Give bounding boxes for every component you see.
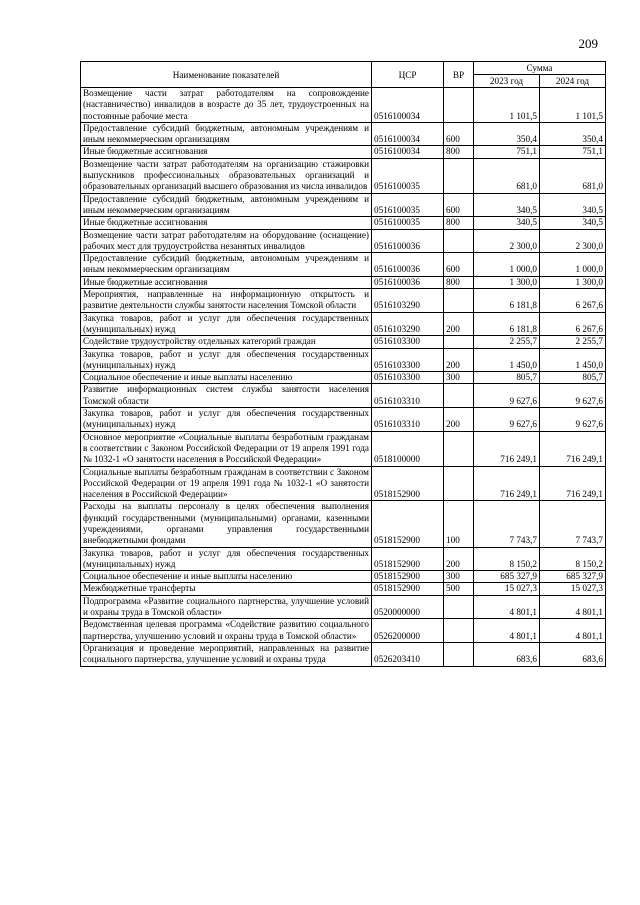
row-name: Возмещение части затрат работодателям на сопровождение (наставничество) инвалидов в возрасте до 35 лет, трудоустроенных на постоянные рабочие места (81, 88, 372, 123)
row-amount-2024: 1 101,5 (540, 88, 606, 123)
table-row (81, 547, 606, 571)
row-amount-2023: 4 801,1 (474, 619, 540, 643)
row-vr-code (444, 289, 474, 313)
row-amount-2023: 4 801,1 (474, 595, 540, 619)
row-name: Ведомственная целевая программа «Содействие развитию социального партнерства, улучшению условий и охраны труда в Томской области» (81, 619, 372, 643)
row-amount-2023: 751,1 (474, 146, 540, 158)
header-sum: Сумма (474, 62, 606, 75)
row-csr-code: 0516100036 (372, 276, 444, 288)
row-amount-2024: 2 255,7 (540, 336, 606, 348)
row-csr-code: 0516100035 (372, 193, 444, 217)
row-csr-code: 0518152900 (372, 466, 444, 501)
table-row (81, 466, 606, 501)
row-csr-code: 0516103310 (372, 408, 444, 432)
row-amount-2024: 716 249,1 (540, 431, 606, 466)
row-name: Содействие трудоустройству отдельных категорий граждан (81, 336, 372, 348)
row-vr-code (444, 88, 474, 123)
row-amount-2024: 15 027,3 (540, 583, 606, 595)
table-row (81, 289, 606, 313)
row-amount-2023: 805,7 (474, 372, 540, 384)
row-name: Иные бюджетные ассигнования (81, 146, 372, 158)
table-row (81, 88, 606, 123)
row-amount-2024: 2 300,0 (540, 229, 606, 253)
row-csr-code: 0516100034 (372, 122, 444, 146)
row-csr-code: 0518152900 (372, 547, 444, 571)
row-amount-2024: 340,5 (540, 217, 606, 229)
row-vr-code: 300 (444, 372, 474, 384)
row-vr-code: 800 (444, 276, 474, 288)
row-vr-code: 600 (444, 122, 474, 146)
row-amount-2023: 9 627,6 (474, 408, 540, 432)
table-row (81, 229, 606, 253)
row-csr-code: 0516103310 (372, 384, 444, 408)
row-vr-code: 200 (444, 408, 474, 432)
row-amount-2023: 716 249,1 (474, 466, 540, 501)
row-amount-2023: 340,5 (474, 217, 540, 229)
row-vr-code (444, 158, 474, 193)
table-row (81, 193, 606, 217)
table-header (81, 62, 606, 88)
table-row (81, 336, 606, 348)
row-name: Расходы на выплаты персоналу в целях обеспечения выполнения функций государственными (муниципальными) органами, казенными учреждениями, органами управления государственными внебюджетными фондами (81, 501, 372, 547)
row-amount-2023: 6 181,8 (474, 312, 540, 336)
row-vr-code: 100 (444, 501, 474, 547)
row-amount-2023: 15 027,3 (474, 583, 540, 595)
row-amount-2023: 716 249,1 (474, 431, 540, 466)
table-row (81, 312, 606, 336)
row-amount-2023: 1 450,0 (474, 348, 540, 372)
row-amount-2024: 805,7 (540, 372, 606, 384)
table-row (81, 372, 606, 384)
table-row (81, 571, 606, 583)
table-row (81, 501, 606, 547)
row-name: Организация и проведение мероприятий, направленных на развитие социального партнерства, улучшение условий и охраны труда (81, 642, 372, 666)
row-name: Закупка товаров, работ и услуг для обеспечения государственных (муниципальных) нужд (81, 408, 372, 432)
row-vr-code: 600 (444, 193, 474, 217)
row-vr-code (444, 431, 474, 466)
row-vr-code (444, 642, 474, 666)
row-csr-code: 0526200000 (372, 619, 444, 643)
row-csr-code: 0516100036 (372, 253, 444, 277)
row-name: Межбюджетные трансферты (81, 583, 372, 595)
row-name: Иные бюджетные ассигнования (81, 276, 372, 288)
table-body (81, 88, 606, 667)
row-amount-2024: 685 327,9 (540, 571, 606, 583)
row-amount-2024: 1 450,0 (540, 348, 606, 372)
row-amount-2024: 681,0 (540, 158, 606, 193)
row-vr-code: 200 (444, 547, 474, 571)
row-amount-2024: 716 249,1 (540, 466, 606, 501)
row-csr-code: 0518152900 (372, 571, 444, 583)
row-amount-2023: 1 300,0 (474, 276, 540, 288)
table-row (81, 583, 606, 595)
header-csr: ЦСР (372, 62, 444, 88)
row-amount-2024: 1 300,0 (540, 276, 606, 288)
row-vr-code (444, 336, 474, 348)
table-row (81, 253, 606, 277)
table-row (81, 276, 606, 288)
row-csr-code: 0516103300 (372, 336, 444, 348)
row-csr-code: 0518152900 (372, 583, 444, 595)
budget-table (80, 61, 606, 667)
row-vr-code (444, 619, 474, 643)
row-csr-code: 0516100035 (372, 158, 444, 193)
row-csr-code: 0516100034 (372, 146, 444, 158)
row-vr-code: 600 (444, 253, 474, 277)
row-amount-2023: 6 181,8 (474, 289, 540, 313)
header-year-2023: 2023 год (474, 75, 540, 88)
row-amount-2024: 6 267,6 (540, 289, 606, 313)
row-name: Предоставление субсидий бюджетным, автономным учреждениям и иным некоммерческим организациям (81, 253, 372, 277)
row-amount-2023: 1 000,0 (474, 253, 540, 277)
page-number: 209 (578, 36, 598, 51)
row-name: Основное мероприятие «Социальные выплаты безработным гражданам в соответствии с Законом Российской Федерации от 19 апреля 1991 года № 1032-1 «О занятости населения в Российской Федерации» (81, 431, 372, 466)
table-row (81, 619, 606, 643)
row-amount-2023: 685 327,9 (474, 571, 540, 583)
row-amount-2024: 6 267,6 (540, 312, 606, 336)
table-row (81, 431, 606, 466)
row-name: Закупка товаров, работ и услуг для обеспечения государственных (муниципальных) нужд (81, 348, 372, 372)
row-csr-code: 0518152900 (372, 501, 444, 547)
row-amount-2024: 1 000,0 (540, 253, 606, 277)
row-name: Закупка товаров, работ и услуг для обеспечения государственных (муниципальных) нужд (81, 547, 372, 571)
row-amount-2024: 4 801,1 (540, 595, 606, 619)
row-amount-2024: 9 627,6 (540, 384, 606, 408)
table-row (81, 642, 606, 666)
row-amount-2023: 681,0 (474, 158, 540, 193)
row-name: Возмещение части затрат работодателям на оборудование (оснащение) рабочих мест для трудоустройства незанятых инвалидов (81, 229, 372, 253)
row-csr-code: 0516103290 (372, 312, 444, 336)
row-amount-2023: 2 300,0 (474, 229, 540, 253)
row-name: Социальное обеспечение и иные выплаты населению (81, 571, 372, 583)
row-name: Мероприятия, направленные на информационную открытость и развитие деятельности службы занятости населения Томской области (81, 289, 372, 313)
row-amount-2024: 7 743,7 (540, 501, 606, 547)
row-csr-code: 0516100034 (372, 88, 444, 123)
row-amount-2024: 8 150,2 (540, 547, 606, 571)
row-amount-2024: 350,4 (540, 122, 606, 146)
row-name: Развитие информационных систем службы занятости населения Томской области (81, 384, 372, 408)
header-year-2024: 2024 год (540, 75, 606, 88)
row-amount-2023: 2 255,7 (474, 336, 540, 348)
table-row (81, 384, 606, 408)
row-amount-2024: 751,1 (540, 146, 606, 158)
header-vr: ВР (444, 62, 474, 88)
row-vr-code: 200 (444, 312, 474, 336)
row-csr-code: 0526203410 (372, 642, 444, 666)
row-amount-2024: 683,6 (540, 642, 606, 666)
row-name: Социальное обеспечение и иные выплаты населению (81, 372, 372, 384)
row-amount-2023: 1 101,5 (474, 88, 540, 123)
row-amount-2024: 4 801,1 (540, 619, 606, 643)
row-amount-2024: 340,5 (540, 193, 606, 217)
row-name: Социальные выплаты безработным гражданам в соответствии с Законом Российской Федерации от 19 апреля 1991 года № 1032-1 «О занятости населения в Российской Федерации» (81, 466, 372, 501)
row-vr-code (444, 384, 474, 408)
row-amount-2023: 8 150,2 (474, 547, 540, 571)
row-amount-2023: 350,4 (474, 122, 540, 146)
row-amount-2023: 9 627,6 (474, 384, 540, 408)
row-amount-2023: 340,5 (474, 193, 540, 217)
table-row (81, 217, 606, 229)
row-csr-code: 0516103300 (372, 372, 444, 384)
table-row (81, 146, 606, 158)
row-name: Возмещение части затрат работодателям на организацию стажировки выпускников профессиональных образовательных организаций и образовательных организаций высшего образования из числа инвалидов (81, 158, 372, 193)
row-csr-code: 0516100035 (372, 217, 444, 229)
table-row (81, 595, 606, 619)
row-vr-code (444, 595, 474, 619)
row-vr-code: 500 (444, 583, 474, 595)
row-vr-code: 800 (444, 146, 474, 158)
row-amount-2023: 683,6 (474, 642, 540, 666)
row-vr-code: 200 (444, 348, 474, 372)
row-name: Предоставление субсидий бюджетным, автономным учреждениям и иным некоммерческим организациям (81, 193, 372, 217)
table-row (81, 408, 606, 432)
header-name: Наименование показателей (81, 62, 372, 88)
row-csr-code: 0516100036 (372, 229, 444, 253)
row-csr-code: 0518100000 (372, 431, 444, 466)
row-name: Закупка товаров, работ и услуг для обеспечения государственных (муниципальных) нужд (81, 312, 372, 336)
row-name: Подпрограмма «Развитие социального партнерства, улучшение условий и охраны труда в Томской области» (81, 595, 372, 619)
row-amount-2024: 9 627,6 (540, 408, 606, 432)
row-vr-code (444, 466, 474, 501)
row-name: Предоставление субсидий бюджетным, автономным учреждениям и иным некоммерческим организациям (81, 122, 372, 146)
table-row (81, 348, 606, 372)
row-vr-code: 300 (444, 571, 474, 583)
row-vr-code (444, 229, 474, 253)
row-name: Иные бюджетные ассигнования (81, 217, 372, 229)
row-amount-2023: 7 743,7 (474, 501, 540, 547)
row-csr-code: 0516103290 (372, 289, 444, 313)
row-csr-code: 0520000000 (372, 595, 444, 619)
table-row (81, 122, 606, 146)
table-row (81, 158, 606, 193)
row-csr-code: 0516103300 (372, 348, 444, 372)
row-vr-code: 800 (444, 217, 474, 229)
